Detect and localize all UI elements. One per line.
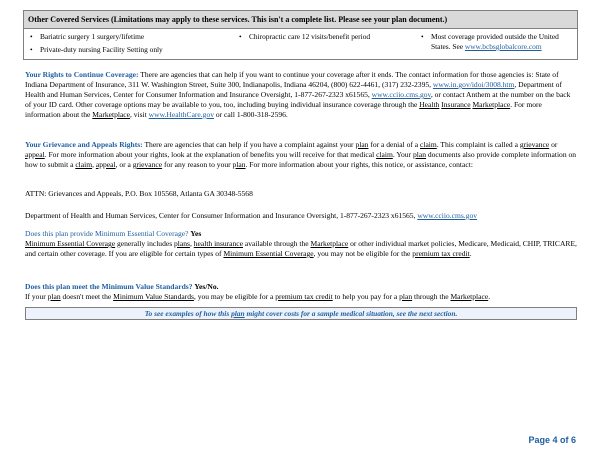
services-header: Other Covered Services (Limitations may apply to these services. This isn't a complete list. Please see your plan document.) — [24, 11, 577, 29]
other-covered-services-box — [23, 10, 578, 60]
mvs-section: Does this plan meet the Minimum Value Standards? Yes/No. If your plan doesn't meet the Minimum Value Standards, you may be eligible for a premium tax credit to help you pay for a plan through the Marketplace. — [25, 282, 491, 301]
mvs-answer: Yes/No. — [194, 282, 219, 291]
hhs-contact: Department of Health and Human Services, Center for Consumer Information and Insurance Oversight, 1-877-267-2323 x61565, www.cciio.cms.gov — [25, 211, 478, 220]
healthcare-gov-link[interactable]: www.HealthCare.gov — [148, 110, 214, 119]
bullet-icon: • — [30, 45, 33, 54]
cciio-link[interactable]: www.cciio.cms.gov — [417, 211, 478, 220]
cciio-link[interactable]: www.cciio.cms.gov — [371, 90, 431, 99]
section-heading: Your Rights to Continue Coverage: — [25, 70, 139, 79]
mec-answer: Yes — [190, 229, 202, 238]
services-grid — [24, 29, 577, 61]
service-item: • Most coverage provided outside the United — [421, 32, 559, 41]
indiana-doi-link[interactable]: www.in.gov/idoi/3008.htm — [432, 80, 515, 89]
service-item: • Chiropractic care 12 visits/benefit period — [239, 32, 371, 41]
bcbs-global-core-link[interactable]: www.bcbsglobalcore.com — [464, 42, 542, 51]
section-heading: Your Grievance and Appeals Rights: — [25, 140, 143, 149]
page-number: Page 4 of 6 — [528, 435, 576, 445]
bullet-icon: • — [30, 32, 33, 41]
grievance-address: ATTN: Grievances and Appeals, P.O. Box 105568, Atlanta GA 30348-5568 — [25, 189, 253, 198]
mec-question: Does this plan provide Minimum Essential Coverage? — [25, 229, 189, 238]
service-item: • Private-duty nursing Facility Setting only — [30, 45, 163, 54]
example-note-bar: To see examples of how this plan might cover costs for a sample medical situation, see the next section. — [25, 307, 577, 320]
service-item: • Bariatric surgery 1 surgery/lifetime — [30, 32, 145, 41]
bullet-icon: • — [239, 32, 242, 41]
service-item-continued: States. See www.bcbsglobalcore.com — [431, 42, 542, 51]
continue-coverage-section: Your Rights to Continue Coverage: There are agencies that can help if you want to continue your coverage after it ends. The contact information for those agencies is: State of Indiana Department of Insurance, 311 W. Washington Street, Suite 300, Indianapolis, Indiana 46204, (800) 622-4461, (317) 232-2395, www.in.gov/idoi/3008.htm, Department of Health and Human Services, Center for Consumer Information and Insurance Oversight, 1-877-267-2323 x61565, www.cciio.cms.gov, or contact Anthem at the number on the back of your ID card. Other coverage options may be available to you, too, including buying individual insurance coverage through the Health Insurance Marketplace. For more information about the Marketplace, visit www.HealthCare.gov or call 1-800-318-2596. — [25, 70, 571, 119]
mec-section: Does this plan provide Minimum Essential Coverage? Yes Minimum Essential Coverage generally includes plans, health insurance available through the Marketplace or other individual market policies, Medicare, Medicaid, CHIP, TRICARE, and certain other coverage. If you are eligible for certain types of Minimum Essential Coverage, you may not be eligible for the premium tax credit. — [25, 229, 577, 258]
bullet-icon: • — [421, 32, 424, 41]
mvs-question: Does this plan meet the Minimum Value Standards? — [25, 282, 193, 291]
grievance-section: Your Grievance and Appeals Rights: There are agencies that can help if you have a complaint against your plan for a denial of a claim. This complaint is called a grievance or appeal. For more information about your rights, look at the explanation of benefits you will receive for that medical claim. Your plan documents also provide complete information on how to submit a claim, appeal, or a grievance for any reason to your plan. For more information about your rights, this notice, or assistance, contact: — [25, 140, 577, 169]
